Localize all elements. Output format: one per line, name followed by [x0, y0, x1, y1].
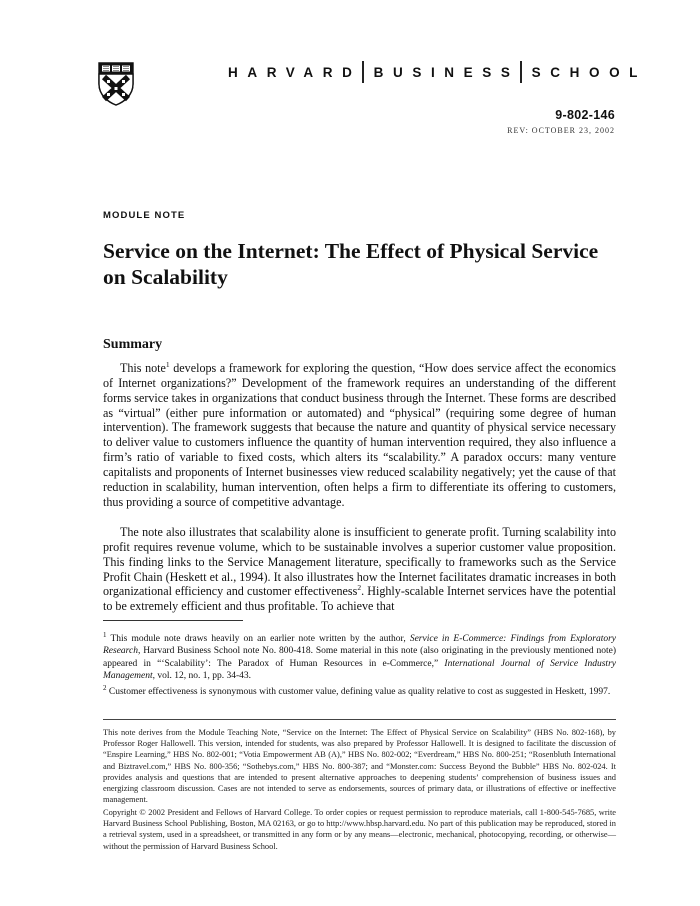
paragraph-text: This note: [120, 361, 166, 375]
footnote-number: 1: [103, 630, 107, 639]
document-type-label: MODULE NOTE: [103, 210, 186, 221]
note-origin-statement: This note derives from the Module Teaching Note, “Service on the Internet: The Effect of Physical Service on Scalability” (HBS No. 802-168), by Professor Roger Hallowell. This version, intended for students, was also prepared by Professor Hallowell. It is designed to facilitate the discussion of “Enspire Learning,” HBS No. 802-001; “Votia Empowerment AB (A),” HBS No. 802-002; “Everdream,” HBS No. 800-251; “Rosenbluth International and Biztravel.com,” HBS No. 800-356; “Sothebys.com,” HBS No. 800-387; and “Monster.com: Success Beyond the Bubble” HBS No. 802-024. It provides analysis and questions that are intended to present alternative approaches to deepening students’ comprehension of business issues and energizing classroom discussion. Cases are not intended to serve as endorsements, sources of primary data, or illustrations of effective or ineffective management.: [103, 728, 616, 805]
summary-paragraph-2: [103, 525, 616, 614]
copyright-notice: Copyright © 2002 President and Fellows of Harvard College. To order copies or request permission to reproduce materials, call 1-800-545-7685, write Harvard Business School Publishing, Boston, MA 02163, or go to http://www.hbsp.harvard.edu. No part of this publication may be reproduced, stored in a retrieval system, used in a spreadsheet, or transmitted in any form or by any means—electronic, mechanical, photocopying, recording, or otherwise—without the permission of Harvard Business School.: [103, 808, 616, 851]
document-number: 9-802-146: [555, 108, 615, 122]
wordmark-divider: [520, 61, 521, 83]
section-heading: Summary: [103, 337, 163, 352]
wordmark-school: SCHOOL: [531, 64, 648, 80]
footnote-1: [103, 630, 617, 683]
footnote-text: Customer effectiveness is synonymous with customer value, defining value as quality relative to cost as suggested in Heskett, 1997.: [106, 687, 611, 697]
footnote-number: 2: [103, 683, 107, 692]
revision-date: REV: OCTOBER 23, 2002: [507, 126, 615, 135]
footnote-ref-1: 1: [165, 359, 170, 369]
paragraph-text: . Highly-scalable Internet services have the potential to be extremely efficient and thus profitable. To achieve that: [103, 584, 616, 614]
footnote-separator: [103, 620, 243, 621]
front-matter-separator: [103, 719, 616, 720]
paragraph-text: develops a framework for exploring the question, “How does service affect the economics of Internet organizations?” Development of the framework requires an understanding of the different forms service takes in organizations that conduct business through the Internet. These forms are described as “virtual” (either pure information or automated) and “physical” (requiring some degree of human intervention). The framework suggests that because the nature and quantity of physical service necessary to deliver value to customers influence the quantity of human intervention required, they also influence a firm’s ratio of variable to fixed costs, which alters its “scalability.” A paradox occurs: many venture capitalists and proponents of Internet businesses view reduced scalability negatively; yet the cause of that reduction in scalability, human intervention, often helps a firm to differentiate its offering to customers, thus providing a source of competitive advantage.: [103, 361, 617, 509]
wordmark-harvard: HARVARD: [228, 64, 362, 80]
summary-paragraph-1: [103, 361, 616, 509]
paragraph-text: The note also illustrates that scalability alone is insufficient to generate profit. Turning scalability into profit requires revenue volume, which to be sustainable involves a superior customer value proposition. This finding links to the Service Management literature, specifically to frameworks such as the Service Profit Chain (Heskett et al., 1994). It also illustrates how the Internet facilitates dramatic increases in both organizational efficiency and customer effectiveness: [103, 525, 616, 599]
footnote-text: This module note draws heavily on an earlier note written by the author,: [106, 634, 410, 644]
footnote-text: , vol. 12, no. 1, pp. 34-43.: [152, 671, 252, 682]
footnote-ref-2: 2: [357, 583, 362, 593]
wordmark-business: BUSINESS: [373, 64, 520, 80]
institution-wordmark: [228, 62, 647, 82]
wordmark-divider: [362, 61, 363, 83]
footnote-journal-title: International Journal of Service Industry Management: [103, 658, 616, 682]
footnote-text: , Harvard Business School note No. 800-418. Some material in this note (also originating in the previously mentioned note) appeared in “‘Scalability’: The Paradox of Human Resources in e-Commerce,”: [103, 646, 616, 669]
harvard-shield-icon: [98, 62, 134, 106]
footnote-citation-title: Service in E-Commerce: Findings from Exploratory Research: [103, 634, 617, 657]
page-title: Service on the Internet: The Effect of Physical Service on Scalability: [103, 239, 599, 289]
footnote-2: [103, 683, 616, 698]
